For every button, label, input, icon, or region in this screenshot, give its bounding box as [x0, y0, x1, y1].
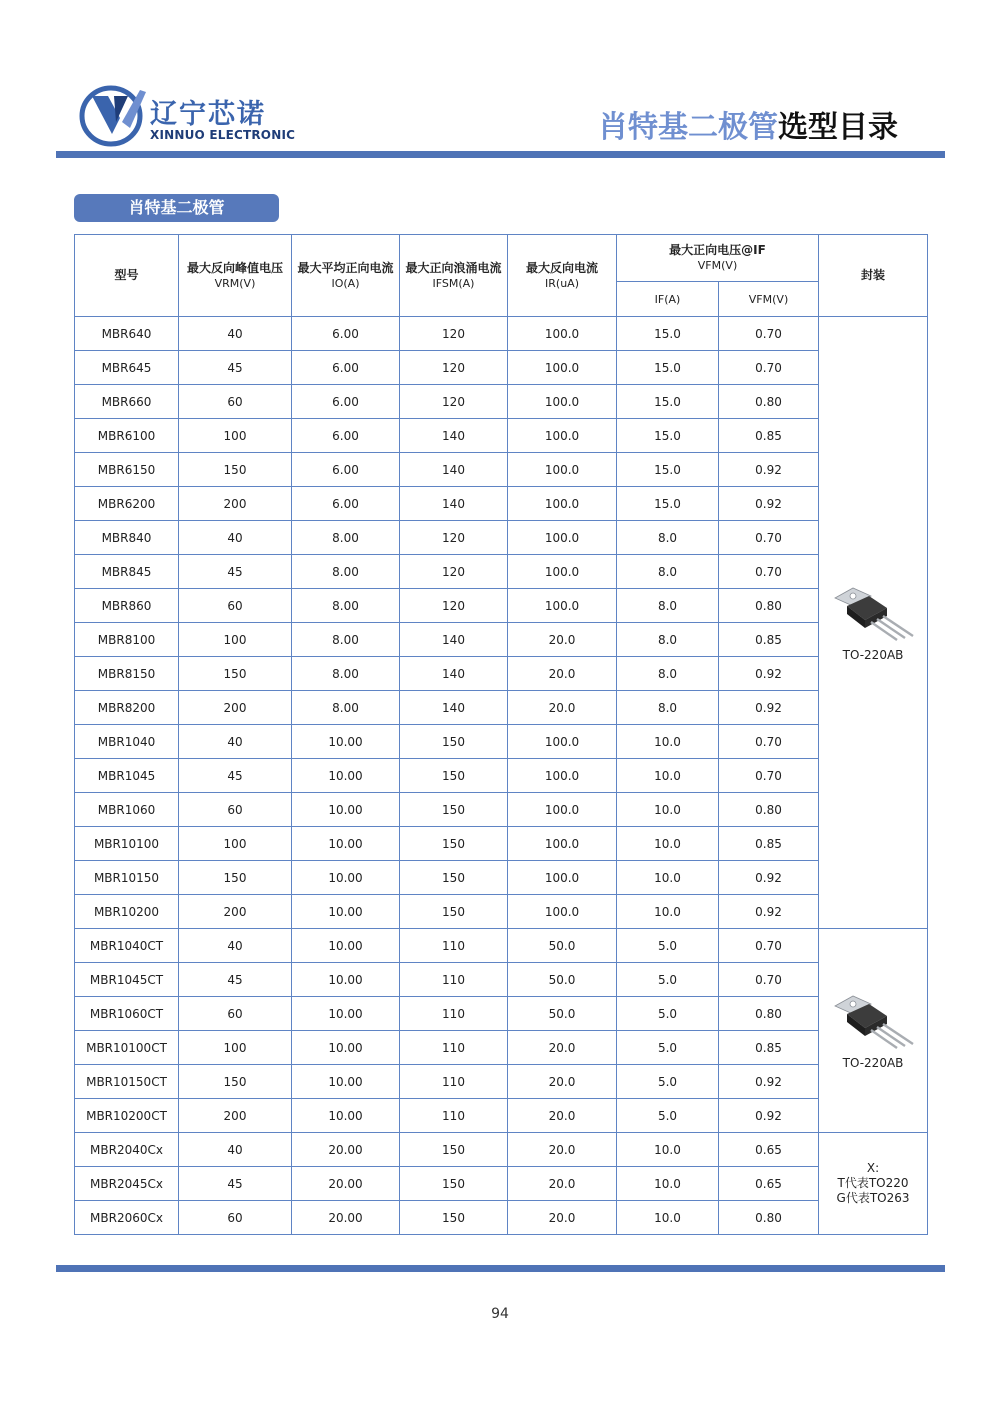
cell-ifsm: 140 [400, 419, 508, 453]
table-row [75, 1133, 928, 1167]
cell-if: 8.0 [617, 691, 719, 725]
cell-io: 6.00 [292, 453, 400, 487]
cell-ir: 20.0 [508, 1201, 617, 1235]
cell-if: 10.0 [617, 759, 719, 793]
cell-ifsm: 150 [400, 1133, 508, 1167]
cell-if: 15.0 [617, 351, 719, 385]
table-row [75, 963, 928, 997]
cell-ifsm: 150 [400, 895, 508, 929]
cell-ifsm: 140 [400, 657, 508, 691]
cell-vfm: 0.92 [719, 1099, 819, 1133]
table-row [75, 759, 928, 793]
header-package: 封装 [819, 235, 928, 317]
cell-model: MBR1060 [75, 793, 179, 827]
cell-ir: 100.0 [508, 351, 617, 385]
cell-vfm: 0.92 [719, 453, 819, 487]
cell-ifsm: 120 [400, 351, 508, 385]
cell-ir: 20.0 [508, 691, 617, 725]
cell-ir: 20.0 [508, 1031, 617, 1065]
table-row [75, 725, 928, 759]
cell-io: 10.00 [292, 929, 400, 963]
cell-vrm: 40 [179, 317, 292, 351]
page-title-dark: 选型目录 [778, 110, 898, 145]
cell-model: MBR10150CT [75, 1065, 179, 1099]
cell-io: 6.00 [292, 487, 400, 521]
cell-io: 8.00 [292, 521, 400, 555]
table-row [75, 623, 928, 657]
cell-vrm: 45 [179, 351, 292, 385]
cell-ifsm: 120 [400, 385, 508, 419]
table-row [75, 997, 928, 1031]
cell-if: 5.0 [617, 997, 719, 1031]
cell-if: 5.0 [617, 1031, 719, 1065]
cell-vrm: 150 [179, 453, 292, 487]
cell-model: MBR1040 [75, 725, 179, 759]
cell-vfm: 0.85 [719, 623, 819, 657]
cell-model: MBR1040CT [75, 929, 179, 963]
cell-if: 8.0 [617, 589, 719, 623]
package-cell [819, 317, 928, 929]
cell-ifsm: 150 [400, 861, 508, 895]
cell-vfm: 0.92 [719, 657, 819, 691]
cell-io: 8.00 [292, 589, 400, 623]
cell-ifsm: 110 [400, 1065, 508, 1099]
cell-vfm: 0.92 [719, 691, 819, 725]
cell-if: 10.0 [617, 1201, 719, 1235]
table-row [75, 453, 928, 487]
cell-ir: 100.0 [508, 317, 617, 351]
table-row [75, 589, 928, 623]
cell-if: 5.0 [617, 1099, 719, 1133]
cell-vfm: 0.80 [719, 385, 819, 419]
cell-ir: 100.0 [508, 759, 617, 793]
cell-if: 5.0 [617, 929, 719, 963]
cell-vfm: 0.70 [719, 317, 819, 351]
header-ir: 最大反向电流 IR(uA) [508, 235, 617, 317]
cell-vrm: 150 [179, 1065, 292, 1099]
cell-model: MBR6200 [75, 487, 179, 521]
cell-io: 8.00 [292, 623, 400, 657]
cell-ir: 50.0 [508, 963, 617, 997]
package-cell [819, 929, 928, 1133]
table-row [75, 555, 928, 589]
cell-vfm: 0.70 [719, 759, 819, 793]
cell-ir: 100.0 [508, 385, 617, 419]
header-io: 最大平均正向电流 IO(A) [292, 235, 400, 317]
table-row [75, 895, 928, 929]
cell-io: 10.00 [292, 759, 400, 793]
cell-model: MBR8200 [75, 691, 179, 725]
cell-model: MBR860 [75, 589, 179, 623]
table-row [75, 657, 928, 691]
cell-ir: 100.0 [508, 419, 617, 453]
cell-if: 8.0 [617, 555, 719, 589]
cell-ifsm: 150 [400, 793, 508, 827]
cell-io: 10.00 [292, 1065, 400, 1099]
cell-vrm: 40 [179, 1133, 292, 1167]
table-row [75, 1099, 928, 1133]
cell-model: MBR8100 [75, 623, 179, 657]
package-note-line: T代表TO220 [837, 1176, 909, 1190]
header-ifsm: 最大正向浪涌电流 IFSM(A) [400, 235, 508, 317]
cell-ir: 20.0 [508, 1065, 617, 1099]
cell-ifsm: 110 [400, 997, 508, 1031]
cell-io: 20.00 [292, 1201, 400, 1235]
cell-io: 6.00 [292, 317, 400, 351]
cell-if: 10.0 [617, 861, 719, 895]
header-rule [56, 151, 945, 158]
cell-model: MBR10100 [75, 827, 179, 861]
cell-vrm: 60 [179, 1201, 292, 1235]
cell-ir: 100.0 [508, 827, 617, 861]
cell-if: 10.0 [617, 827, 719, 861]
header-vfm: VFM(V) [719, 282, 819, 317]
cell-vrm: 150 [179, 861, 292, 895]
cell-vfm: 0.70 [719, 555, 819, 589]
package-label: TO-220AB [842, 647, 904, 662]
footer-rule [56, 1265, 945, 1272]
cell-if: 15.0 [617, 419, 719, 453]
cell-io: 8.00 [292, 691, 400, 725]
table-row [75, 691, 928, 725]
cell-if: 15.0 [617, 385, 719, 419]
to220-transistor-icon [831, 992, 915, 1052]
table-row [75, 1167, 928, 1201]
cell-ifsm: 110 [400, 1099, 508, 1133]
cell-if: 5.0 [617, 963, 719, 997]
cell-vfm: 0.70 [719, 725, 819, 759]
package-cell [819, 1133, 928, 1235]
package-label: TO-220AB [842, 1055, 904, 1070]
cell-if: 10.0 [617, 895, 719, 929]
cell-model: MBR645 [75, 351, 179, 385]
cell-ir: 100.0 [508, 895, 617, 929]
cell-vfm: 0.92 [719, 487, 819, 521]
cell-model: MBR640 [75, 317, 179, 351]
cell-if: 10.0 [617, 1167, 719, 1201]
cell-io: 20.00 [292, 1133, 400, 1167]
cell-vfm: 0.80 [719, 1201, 819, 1235]
cell-if: 15.0 [617, 487, 719, 521]
cell-model: MBR6150 [75, 453, 179, 487]
cell-vfm: 0.70 [719, 929, 819, 963]
cell-if: 15.0 [617, 453, 719, 487]
cell-if: 8.0 [617, 623, 719, 657]
table-row [75, 793, 928, 827]
cell-model: MBR1045 [75, 759, 179, 793]
cell-model: MBR660 [75, 385, 179, 419]
cell-ifsm: 120 [400, 521, 508, 555]
cell-ir: 100.0 [508, 589, 617, 623]
table-row [75, 1201, 928, 1235]
cell-vfm: 0.80 [719, 793, 819, 827]
cell-vrm: 150 [179, 657, 292, 691]
cell-vfm: 0.65 [719, 1133, 819, 1167]
cell-vfm: 0.85 [719, 827, 819, 861]
page-title-light: 肖特基二极管 [598, 110, 778, 145]
cell-ir: 20.0 [508, 1133, 617, 1167]
cell-ifsm: 140 [400, 691, 508, 725]
cell-io: 10.00 [292, 1099, 400, 1133]
cell-model: MBR2045Cx [75, 1167, 179, 1201]
cell-vfm: 0.65 [719, 1167, 819, 1201]
cell-vrm: 100 [179, 827, 292, 861]
cell-vfm: 0.92 [719, 895, 819, 929]
table-row [75, 827, 928, 861]
cell-io: 10.00 [292, 861, 400, 895]
cell-if: 8.0 [617, 521, 719, 555]
header-model: 型号 [75, 235, 179, 317]
cell-vfm: 0.80 [719, 997, 819, 1031]
cell-vfm: 0.70 [719, 963, 819, 997]
cell-io: 6.00 [292, 351, 400, 385]
cell-model: MBR10200CT [75, 1099, 179, 1133]
spec-table-body [75, 317, 928, 1235]
cell-ifsm: 120 [400, 589, 508, 623]
cell-ifsm: 110 [400, 929, 508, 963]
header-vrm: 最大反向峰值电压 VRM(V) [179, 235, 292, 317]
table-row [75, 929, 928, 963]
cell-if: 10.0 [617, 725, 719, 759]
table-row [75, 521, 928, 555]
cell-vfm: 0.85 [719, 1031, 819, 1065]
page-number: 94 [491, 1306, 509, 1322]
cell-vrm: 60 [179, 793, 292, 827]
cell-io: 6.00 [292, 385, 400, 419]
cell-ir: 100.0 [508, 487, 617, 521]
cell-ifsm: 150 [400, 725, 508, 759]
xinnuo-logo-icon [78, 82, 148, 148]
package-note-line: X: [866, 1161, 880, 1175]
cell-ifsm: 120 [400, 317, 508, 351]
cell-vrm: 200 [179, 487, 292, 521]
cell-ir: 100.0 [508, 521, 617, 555]
cell-ir: 100.0 [508, 453, 617, 487]
cell-vrm: 40 [179, 929, 292, 963]
cell-model: MBR10150 [75, 861, 179, 895]
cell-vrm: 45 [179, 963, 292, 997]
cell-io: 10.00 [292, 725, 400, 759]
cell-io: 10.00 [292, 997, 400, 1031]
cell-ir: 100.0 [508, 725, 617, 759]
table-row [75, 419, 928, 453]
cell-model: MBR1060CT [75, 997, 179, 1031]
cell-vfm: 0.92 [719, 861, 819, 895]
table-row [75, 351, 928, 385]
cell-io: 10.00 [292, 1031, 400, 1065]
cell-vrm: 45 [179, 759, 292, 793]
cell-vrm: 200 [179, 895, 292, 929]
cell-vrm: 200 [179, 1099, 292, 1133]
package-note-line: G代表TO263 [836, 1191, 910, 1205]
section-tab: 肖特基二极管 [74, 194, 279, 222]
cell-ifsm: 150 [400, 1201, 508, 1235]
cell-vrm: 45 [179, 555, 292, 589]
cell-ifsm: 140 [400, 487, 508, 521]
cell-vfm: 0.70 [719, 521, 819, 555]
cell-vrm: 40 [179, 521, 292, 555]
cell-ir: 50.0 [508, 997, 617, 1031]
cell-model: MBR840 [75, 521, 179, 555]
spec-table [74, 234, 928, 1235]
table-row [75, 487, 928, 521]
cell-vfm: 0.85 [719, 419, 819, 453]
cell-vfm: 0.92 [719, 1065, 819, 1099]
header-if: IF(A) [617, 282, 719, 317]
cell-vrm: 200 [179, 691, 292, 725]
cell-model: MBR10100CT [75, 1031, 179, 1065]
cell-vrm: 100 [179, 623, 292, 657]
header-vfm-group: 最大正向电压@IF VFM(V) [617, 235, 819, 282]
cell-io: 8.00 [292, 555, 400, 589]
cell-if: 10.0 [617, 1133, 719, 1167]
cell-if: 15.0 [617, 317, 719, 351]
cell-vfm: 0.70 [719, 351, 819, 385]
cell-ifsm: 110 [400, 963, 508, 997]
cell-ifsm: 110 [400, 1031, 508, 1065]
cell-io: 10.00 [292, 827, 400, 861]
cell-model: MBR2040Cx [75, 1133, 179, 1167]
cell-io: 20.00 [292, 1167, 400, 1201]
cell-ir: 100.0 [508, 861, 617, 895]
cell-ir: 100.0 [508, 793, 617, 827]
cell-io: 10.00 [292, 793, 400, 827]
cell-ir: 20.0 [508, 657, 617, 691]
cell-io: 10.00 [292, 963, 400, 997]
table-row [75, 1065, 928, 1099]
cell-ir: 20.0 [508, 1099, 617, 1133]
cell-ir: 20.0 [508, 1167, 617, 1201]
table-row [75, 1031, 928, 1065]
cell-if: 10.0 [617, 793, 719, 827]
cell-if: 8.0 [617, 657, 719, 691]
cell-vfm: 0.80 [719, 589, 819, 623]
page-title [598, 102, 898, 146]
cell-vrm: 100 [179, 419, 292, 453]
cell-if: 5.0 [617, 1065, 719, 1099]
brand-name-cn: 辽宁芯诺 [150, 99, 266, 130]
brand-name-en: XINNUO ELECTRONIC [150, 128, 296, 142]
cell-model: MBR1045CT [75, 963, 179, 997]
cell-ifsm: 140 [400, 623, 508, 657]
cell-ifsm: 120 [400, 555, 508, 589]
cell-ifsm: 150 [400, 1167, 508, 1201]
cell-vrm: 60 [179, 997, 292, 1031]
to220-transistor-icon [831, 584, 915, 644]
cell-model: MBR845 [75, 555, 179, 589]
cell-ifsm: 150 [400, 759, 508, 793]
cell-model: MBR8150 [75, 657, 179, 691]
table-row [75, 861, 928, 895]
cell-io: 10.00 [292, 895, 400, 929]
cell-ifsm: 150 [400, 827, 508, 861]
cell-vrm: 60 [179, 385, 292, 419]
cell-io: 6.00 [292, 419, 400, 453]
cell-vrm: 60 [179, 589, 292, 623]
cell-ir: 20.0 [508, 623, 617, 657]
table-row [75, 385, 928, 419]
cell-io: 8.00 [292, 657, 400, 691]
cell-model: MBR10200 [75, 895, 179, 929]
cell-ir: 100.0 [508, 555, 617, 589]
table-row [75, 317, 928, 351]
cell-vrm: 40 [179, 725, 292, 759]
cell-model: MBR2060Cx [75, 1201, 179, 1235]
cell-vrm: 45 [179, 1167, 292, 1201]
cell-ir: 50.0 [508, 929, 617, 963]
cell-model: MBR6100 [75, 419, 179, 453]
cell-ifsm: 140 [400, 453, 508, 487]
cell-vrm: 100 [179, 1031, 292, 1065]
